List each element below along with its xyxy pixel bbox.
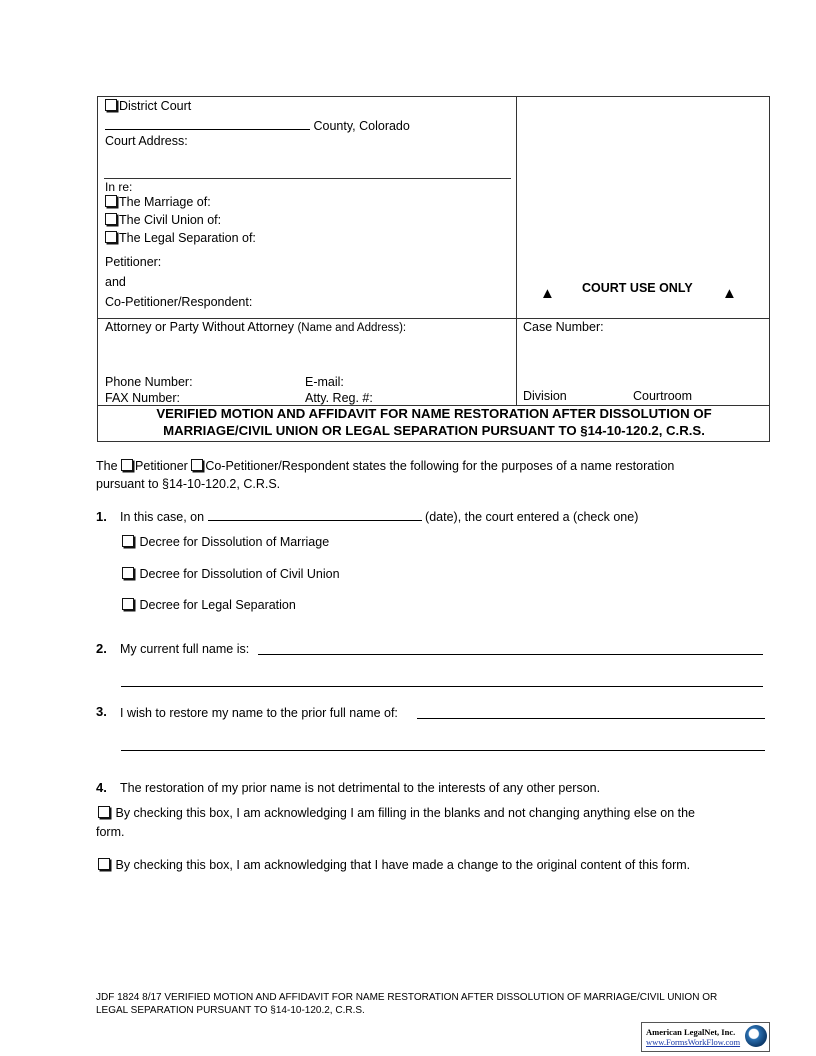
ack-fill-blanks-option[interactable] — [98, 806, 695, 820]
legal-separation-label: The Legal Separation of: — [119, 231, 256, 245]
attorney-sublabel: (Name and Address): — [297, 322, 407, 334]
division-label: Division — [523, 389, 567, 403]
civil-union-option[interactable] — [105, 213, 221, 227]
atty-reg-label: Atty. Reg. #: — [305, 391, 373, 405]
courtroom-label: Courtroom — [633, 389, 693, 403]
current-name-line-1[interactable] — [258, 654, 763, 655]
attorney-label: Attorney or Party Without Attorney — [105, 320, 294, 334]
form-title-line-2: MARRIAGE/CIVIL UNION OR LEGAL SEPARATION PURSUANT TO §14-10-120.2, C.R.S. — [163, 423, 705, 438]
legal-separation-checkbox[interactable] — [105, 231, 117, 243]
decree-date-blank[interactable] — [208, 509, 422, 521]
item-3-label: I wish to restore my name to the prior full name of: — [120, 706, 398, 720]
current-name-line-2[interactable] — [121, 686, 763, 687]
item-1-suffix: (date), the court entered a (check one) — [425, 510, 639, 524]
logo-company: American LegalNet, Inc. — [646, 1027, 736, 1037]
decree-civil-union-option[interactable] — [122, 567, 340, 581]
civil-union-label: The Civil Union of: — [119, 213, 222, 227]
county-label: County, Colorado — [313, 119, 410, 133]
district-court-checkbox[interactable] — [105, 99, 117, 111]
marriage-label: The Marriage of: — [119, 195, 211, 209]
district-court-label: District Court — [119, 99, 192, 113]
district-court-option[interactable] — [105, 99, 191, 113]
decree-marriage-option[interactable] — [122, 535, 329, 549]
form-title-line-1: VERIFIED MOTION AND AFFIDAVIT FOR NAME RESTORATION AFTER DISSOLUTION OF — [156, 406, 712, 421]
phone-label: Phone Number: — [105, 375, 193, 389]
county-row — [105, 118, 410, 133]
intro-petitioner-checkbox[interactable] — [121, 459, 133, 471]
marriage-checkbox[interactable] — [105, 195, 117, 207]
item-1-number: 1. — [96, 509, 107, 524]
triangle-icon-right: ▲ — [722, 285, 737, 302]
item-4-text: The restoration of my prior name is not detrimental to the interests of any other person. — [120, 781, 601, 795]
ack-changed-text: By checking this box, I am acknowledging that I have made a change to the original content of this form. — [115, 858, 691, 872]
civil-union-checkbox[interactable] — [105, 213, 117, 225]
footer-line-2: LEGAL SEPARATION PURSUANT TO §14-10-120.2, C.R.S. — [96, 1005, 365, 1016]
logo-url: www.FormsWorkFlow.com — [646, 1037, 741, 1047]
ack-fill-blanks-text: By checking this box, I am acknowledging I am filling in the blanks and not changing anything else on the — [115, 806, 696, 820]
intro-line-1 — [96, 459, 674, 473]
ack-changed-checkbox[interactable] — [98, 858, 110, 870]
decree-civil-union-checkbox[interactable] — [122, 567, 134, 579]
ack-fill-blanks-checkbox[interactable] — [98, 806, 110, 818]
in-re-label: In re: — [105, 180, 133, 194]
intro-the: The — [96, 459, 118, 473]
intro-petitioner-label: Petitioner — [135, 459, 188, 473]
ack-fill-blanks-text-line-2: form. — [96, 825, 125, 839]
petitioner-label: Petitioner: — [105, 255, 162, 269]
court-address-underline — [104, 178, 511, 179]
decree-marriage-label: Decree for Dissolution of Marriage — [139, 535, 330, 549]
email-label: E-mail: — [305, 375, 344, 389]
court-use-only-label: COURT USE ONLY — [582, 281, 693, 295]
fax-label: FAX Number: — [105, 391, 181, 405]
logo-swirl-icon — [745, 1025, 767, 1047]
decree-legal-separation-label: Decree for Legal Separation — [139, 598, 296, 612]
prior-name-line-2[interactable] — [121, 750, 765, 751]
decree-marriage-checkbox[interactable] — [122, 535, 134, 547]
decree-legal-separation-checkbox[interactable] — [122, 598, 134, 610]
item-2-label: My current full name is: — [120, 642, 250, 656]
legal-separation-option[interactable] — [105, 231, 256, 245]
item-2-number: 2. — [96, 641, 107, 656]
decree-civil-union-label: Decree for Dissolution of Civil Union — [139, 567, 340, 581]
ack-changed-option[interactable] — [98, 858, 690, 872]
forms-workflow-logo[interactable] — [641, 1022, 770, 1052]
court-address-label: Court Address: — [105, 134, 188, 148]
triangle-icon-left: ▲ — [540, 285, 555, 302]
marriage-option[interactable] — [105, 195, 211, 209]
decree-legal-separation-option[interactable] — [122, 598, 296, 612]
item-1-prefix: In this case, on — [120, 510, 205, 524]
item-1-row — [120, 509, 638, 524]
caption-divider-1 — [97, 318, 769, 319]
case-number-label: Case Number: — [523, 320, 604, 334]
caption-vertical-divider — [516, 96, 517, 406]
item-4-number: 4. — [96, 780, 107, 795]
intro-line-2: pursuant to §14-10-120.2, C.R.S. — [96, 477, 281, 491]
item-3-number: 3. — [96, 704, 107, 719]
intro-co-petitioner-label: Co-Petitioner/Respondent states the following for the purposes of a name restoration — [205, 459, 675, 473]
county-blank[interactable] — [105, 118, 310, 130]
prior-name-line-1[interactable] — [417, 718, 765, 719]
co-petitioner-label: Co-Petitioner/Respondent: — [105, 295, 253, 309]
intro-co-petitioner-checkbox[interactable] — [191, 459, 203, 471]
attorney-label-row — [105, 320, 406, 334]
and-label: and — [105, 275, 126, 289]
footer-line-1: JDF 1824 8/17 VERIFIED MOTION AND AFFIDAVIT FOR NAME RESTORATION AFTER DISSOLUTION OF MARRIAGE/CIVIL UNION OR — [96, 992, 718, 1003]
